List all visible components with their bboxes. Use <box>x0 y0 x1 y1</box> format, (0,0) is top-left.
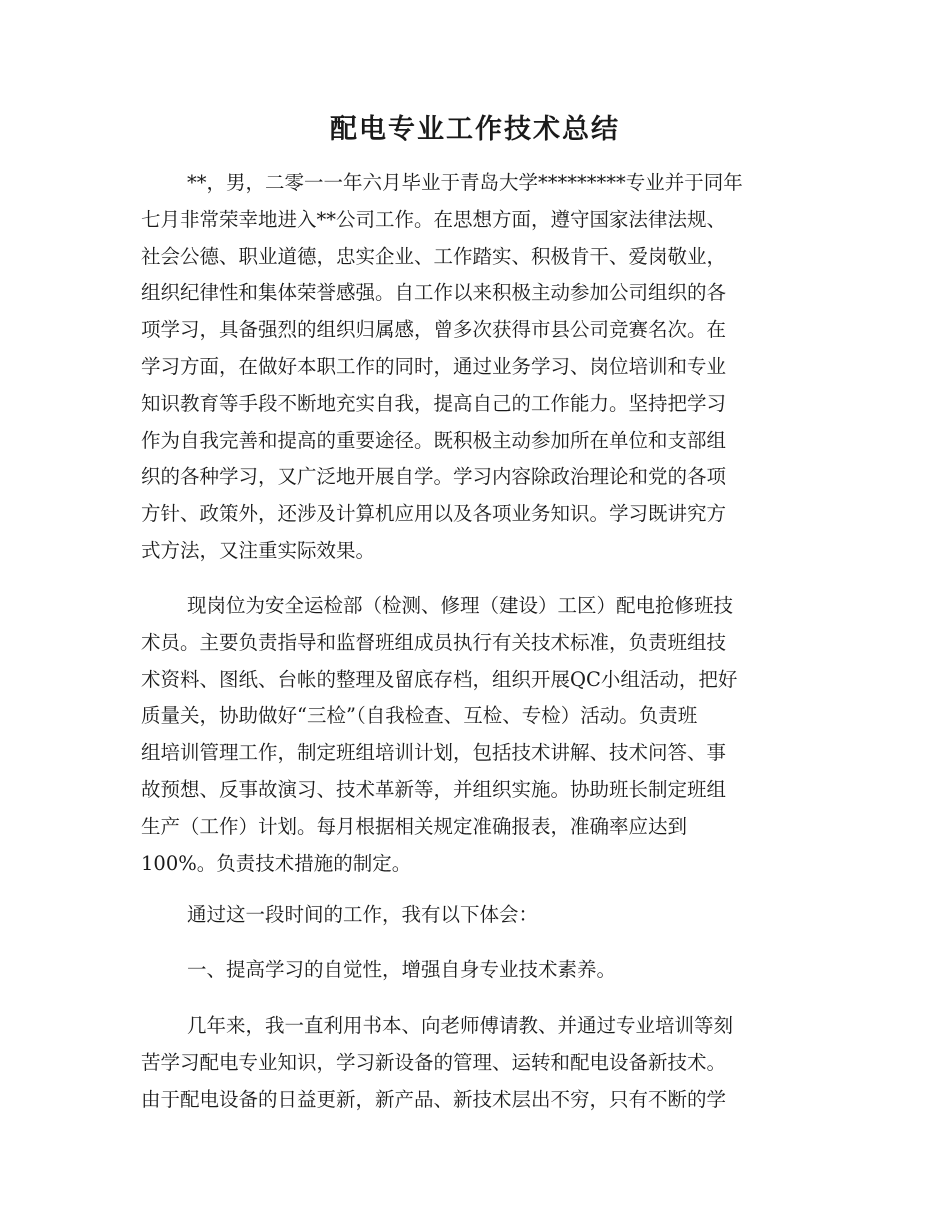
paragraph-2 <box>141 588 806 882</box>
text-line: 七月非常荣幸地进入**公司工作。在思想方面，遵守国家法律法规、 <box>141 207 727 231</box>
paragraph-3 <box>141 897 806 934</box>
text-line: 质量关，协助做好“三检”（自我检查、互检、专检）活动。负责班 <box>141 704 698 728</box>
text-line: 生产（工作）计划。每月根据相关规定准确报表，准确率应达到 <box>141 814 688 838</box>
text-line: 织的各种学习，又广泛地开展自学。学习内容除政治理论和党的各项 <box>141 465 727 489</box>
text-line: 组培训管理工作，制定班组培训计划，包括技术讲解、技术问答、事 <box>141 741 727 765</box>
text-line: 一、提高学习的自觉性，增强自身专业技术素养。 <box>187 958 617 981</box>
text-line: 组织纪律性和集体荣誉感强。自工作以来积极主动参加公司组织的各 <box>141 281 727 305</box>
text-line: 几年来，我一直利用书本、向老师傅请教、并通过专业培训等刻 <box>187 1014 734 1037</box>
text-line: 知识教育等手段不断地充实自我，提高自己的工作能力。坚持把学习 <box>141 391 727 415</box>
text-line: 苦学习配电专业知识，学习新设备的管理、运转和配电设备新技术。 <box>141 1050 727 1074</box>
text-line: **，男，二零一一年六月毕业于青岛大学*********专业并于同年 <box>187 171 743 194</box>
paragraph-4 <box>141 1008 806 1118</box>
text-line: 术员。主要负责指导和监督班组成员执行有关技术标准，负责班组技 <box>141 630 727 654</box>
paragraph-1 <box>141 165 806 570</box>
text-line: 现岗位为安全运检部（检测、修理（建设）工区）配电抢修班技 <box>187 594 734 617</box>
text-line: 学习方面，在做好本职工作的同时，通过业务学习、岗位培训和专业 <box>141 354 727 378</box>
section-heading-1 <box>141 952 806 989</box>
text-line: 故预想、反事故演习、技术革新等，并组织实施。协助班长制定班组 <box>141 777 727 801</box>
text-line: 通过这一段时间的工作，我有以下体会： <box>187 903 539 926</box>
text-line: 由于配电设备的日益更新，新产品、新技术层出不穷，只有不断的学 <box>141 1087 727 1111</box>
text-line: 100%。负责技术措施的制定。 <box>141 851 412 875</box>
document-title: 配电专业工作技术总结 <box>330 114 620 145</box>
text-line: 术资料、图纸、台帐的整理及留底存档，组织开展QC小组活动，把好 <box>141 667 738 691</box>
text-line: 式方法，又注重实际效果。 <box>141 538 376 562</box>
text-line: 社会公德、职业道德，忠实企业、工作踏实、积极肯干、爱岗敬业， <box>141 244 727 268</box>
text-line: 项学习，具备强烈的组织归属感，曾多次获得市县公司竞赛名次。在 <box>141 318 727 342</box>
text-line: 方针、政策外，还涉及计算机应用以及各项业务知识。学习既讲究方 <box>141 502 727 526</box>
text-line: 作为自我完善和提高的重要途径。既积极主动参加所在单位和支部组 <box>141 428 727 452</box>
